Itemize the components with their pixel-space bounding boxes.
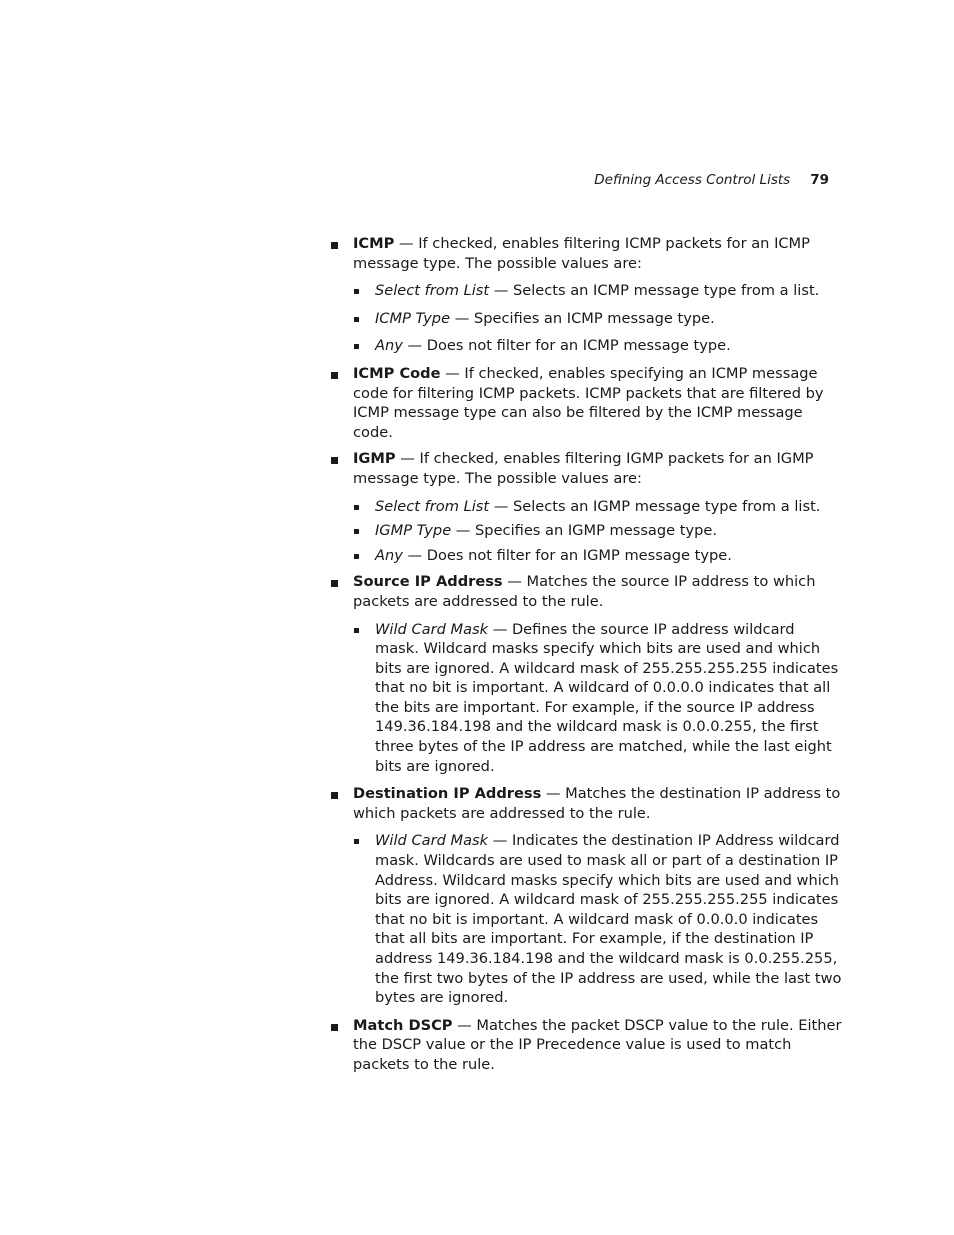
square-bullet-icon [354,289,359,294]
item-term: Match DSCP [353,1016,453,1034]
square-bullet-icon [331,242,338,249]
square-bullet-icon [354,554,359,559]
square-bullet-icon [354,505,359,510]
sub-item-text: — Does not filter for an IGMP message type. [402,546,732,564]
item-text: — Matches the source IP address to which packets are addressed to the rule. [353,573,816,610]
sub-item-term: Any [375,337,403,355]
item-text: — Matches the destination IP address to which packets are addressed to the rule. [353,785,841,822]
running-header [594,171,829,189]
sub-item-text: — Selects an ICMP message type from a list. [489,282,820,300]
sub-item [353,497,842,517]
sub-item [353,281,842,301]
item-term: Source IP Address [353,573,503,591]
square-bullet-icon [354,529,359,534]
sub-item-term: Wild Card Mask [375,620,489,638]
item-term: ICMP Code [353,364,441,382]
sub-item [353,309,842,329]
page-number: 79 [810,172,829,188]
sub-list [353,831,842,1007]
square-bullet-icon [331,792,338,799]
sub-item-term: Select from List [375,282,490,300]
list-item-source-ip [330,572,842,776]
sub-item-text: — Specifies an IGMP message type. [451,522,717,540]
square-bullet-icon [331,580,338,587]
sub-list [353,281,842,356]
sub-item-text: — Does not filter for an ICMP message type. [402,337,731,355]
sub-item-term: Any [375,546,403,564]
list-item-icmp [330,234,842,356]
definition-list [330,234,842,1075]
sub-item-text: — Selects an IGMP message type from a list. [489,497,821,515]
list-item-icmp-code [330,364,842,442]
sub-item-text: — Defines the source IP address wildcard mask. Wildcard masks specify which bits are used and which bits are ignored. A wildcard mask of 255.255.255.255 indicates that no bit is important. A wildcard of 0.0.0.0 indicates that all the bits are important. For example, if the source IP address 149.36.184.198 and the wildcard mask is 0.0.0.255, the first three bytes of the IP address are matched, while the last eight bits are ignored. [375,620,839,775]
sub-item-term: ICMP Type [375,309,451,327]
page-content [330,234,842,1082]
item-text: — Matches the packet DSCP value to the rule. Either the DSCP value or the IP Precedence value is used to match packets to the rule. [353,1016,842,1073]
sub-item [353,831,842,1007]
header-title: Defining Access Control Lists [594,172,791,188]
sub-item [353,336,842,356]
item-term: IGMP [353,450,396,468]
sub-list [353,497,842,566]
sub-item [353,546,842,566]
sub-item-term: Select from List [375,497,490,515]
sub-item-text: — Indicates the destination IP Address wildcard mask. Wildcards are used to mask all or part of a destination IP Address. Wildcard masks specify which bits are used and which bits are ignored. A wildcard mask of 255.255.255.255 indicates that no bit is important. A wildcard mask of 0.0.0.0 indicates that all bits are important. For example, if the destination IP address 149.36.184.198 and the wildcard mask is 0.0.255.255, the first two bytes of the IP address are used, while the last two bytes are ignored. [375,832,842,1007]
square-bullet-icon [331,457,338,464]
square-bullet-icon [354,628,359,633]
square-bullet-icon [354,317,359,322]
sub-list [353,620,842,777]
square-bullet-icon [331,372,338,379]
item-text: — If checked, enables specifying an ICMP message code for filtering ICMP packets. ICMP packets that are filtered by ICMP message type can also be filtered by the ICMP message code. [353,364,824,441]
list-item-match-dscp [330,1016,842,1075]
sub-item-term: IGMP Type [375,522,452,540]
sub-item [353,521,842,541]
square-bullet-icon [354,344,359,349]
square-bullet-icon [354,839,359,844]
list-item-destination-ip [330,784,842,1008]
sub-item-term: Wild Card Mask [375,832,489,850]
item-term: ICMP [353,235,395,252]
square-bullet-icon [331,1024,338,1031]
item-term: Destination IP Address [353,785,542,803]
sub-item [353,620,842,777]
list-item-igmp [330,449,842,565]
item-text: — If checked, enables filtering IGMP packets for an IGMP message type. The possible values are: [353,450,814,487]
item-text: — If checked, enables filtering ICMP packets for an ICMP message type. The possible values are: [353,235,810,272]
sub-item-text: — Specifies an ICMP message type. [450,309,715,327]
